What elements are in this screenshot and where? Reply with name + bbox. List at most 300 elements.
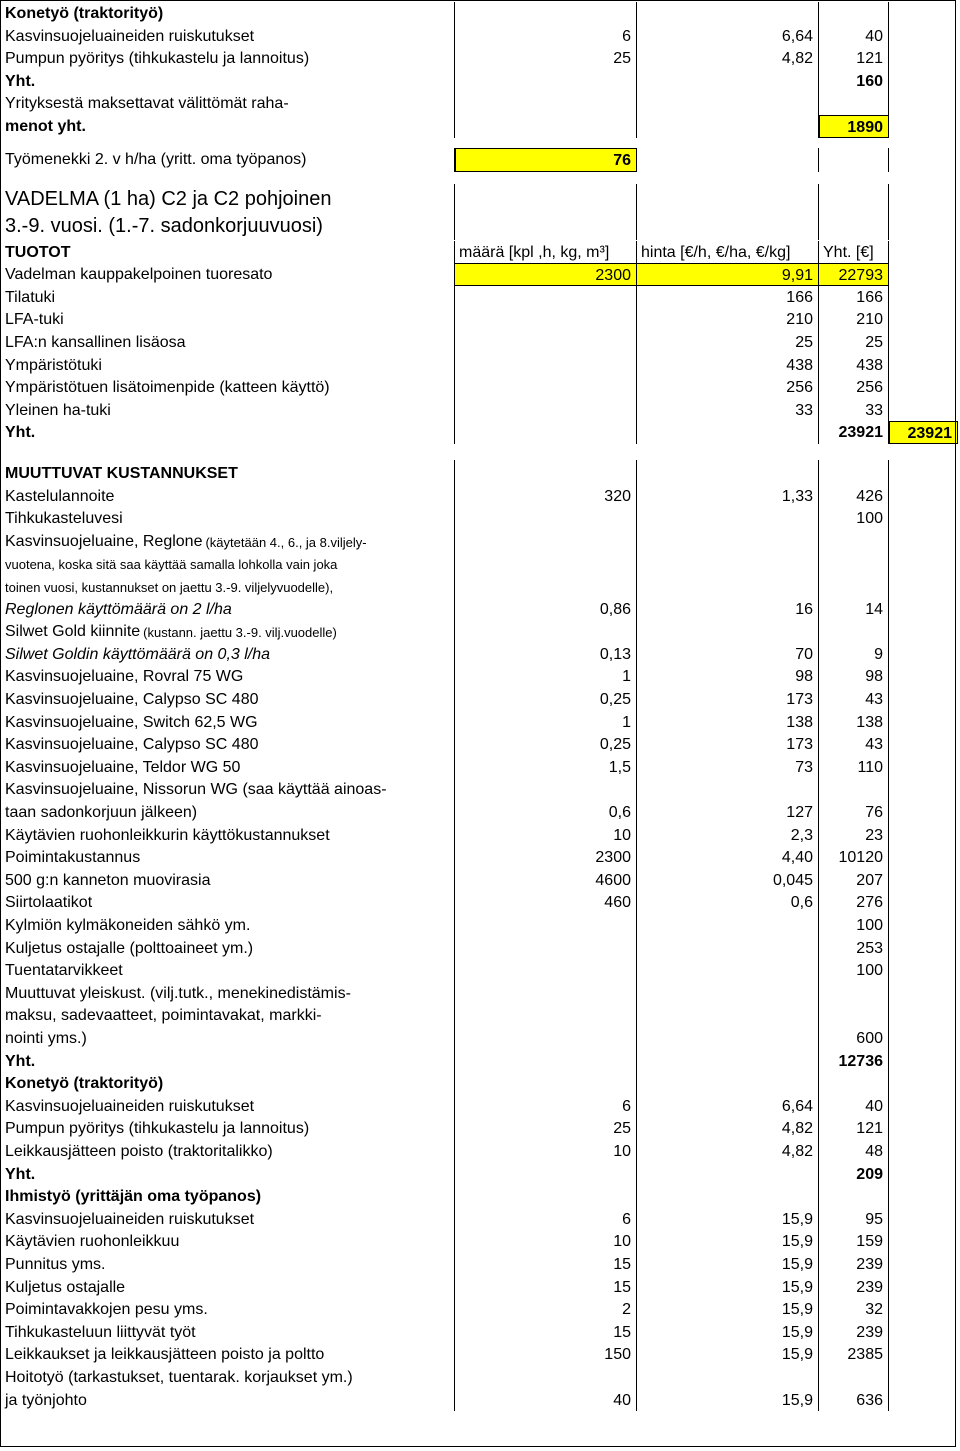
quantity-value: 6 <box>622 1210 631 1228</box>
cell-col-3 <box>819 869 889 892</box>
cell-col-3 <box>819 846 889 869</box>
row-label: menot yht. <box>5 118 86 135</box>
cost-row <box>2 1343 958 1366</box>
price-value: 73 <box>795 758 813 776</box>
quantity-value: 2300 <box>595 849 631 867</box>
cell-col-0 <box>2 485 455 508</box>
cell-col-3 <box>819 620 889 643</box>
cell-col-4 <box>889 376 958 399</box>
cell-col-1 <box>455 115 637 138</box>
total-value: 32 <box>865 1301 883 1319</box>
cell-col-2 <box>637 421 819 444</box>
cell-col-1 <box>455 756 637 779</box>
cell-col-4 <box>889 1072 958 1095</box>
cell-col-0 <box>2 1117 455 1140</box>
cell-col-3 <box>819 665 889 688</box>
cell-col-2 <box>637 778 819 801</box>
cell-col-1 <box>455 824 637 847</box>
cell-col-2 <box>637 1366 819 1389</box>
cell-col-3 <box>819 507 889 530</box>
cost-row <box>2 688 958 711</box>
cell-col-0 <box>2 421 455 444</box>
cell-col-4 <box>889 460 958 485</box>
cell-col-0 <box>2 115 455 138</box>
price-value: 1,33 <box>781 487 813 505</box>
income-row <box>2 399 958 422</box>
cost-row <box>2 507 958 530</box>
cell-col-4 <box>889 263 958 286</box>
cell-col-3 <box>819 214 889 240</box>
cell-col-0 <box>2 241 455 264</box>
cell-col-3 <box>819 598 889 621</box>
price-value: 4,82 <box>781 1120 813 1138</box>
cell-col-0 <box>2 1072 455 1095</box>
top-row <box>2 148 958 172</box>
cell-col-3 <box>819 959 889 982</box>
row-label: Yht. <box>5 72 36 90</box>
row-label: Tilatuki <box>5 288 56 306</box>
cell-col-3 <box>819 47 889 70</box>
cell-col-4 <box>889 914 958 937</box>
price-value: 15,9 <box>781 1346 813 1364</box>
cost-row <box>2 1185 958 1208</box>
cell-col-4 <box>889 399 958 422</box>
cell-col-1 <box>455 778 637 801</box>
row-label: 500 g:n kanneton muovirasia <box>5 871 211 889</box>
cell-col-2 <box>637 891 819 914</box>
cost-row <box>2 1117 958 1140</box>
cell-col-0 <box>2 1276 455 1299</box>
cell-col-3 <box>819 1298 889 1321</box>
cell-col-0 <box>2 47 455 70</box>
row-note: (kustann. jaettu 3.-9. vilj.vuodelle) <box>143 625 337 641</box>
title-row-2 <box>2 214 958 240</box>
cell-col-2 <box>637 47 819 70</box>
cell-col-3 <box>819 688 889 711</box>
price-value: 2,3 <box>790 826 813 844</box>
cell-col-0 <box>2 2 455 25</box>
quantity-value: 76 <box>613 151 631 169</box>
row-label: maksu, sadevaatteet, poimintavakat, markki- <box>5 1007 322 1025</box>
row-label: Ihmistyö (yrittäjän oma työpanos) <box>5 1188 262 1206</box>
total-value: 166 <box>856 288 883 306</box>
cell-col-4 <box>889 1343 958 1366</box>
top-row <box>2 92 958 115</box>
cell-col-1 <box>455 1072 637 1095</box>
cell-col-3 <box>819 824 889 847</box>
cost-row <box>2 1072 958 1095</box>
cell-col-2 <box>637 620 819 643</box>
cell-col-1 <box>455 354 637 377</box>
total-value: 276 <box>856 894 883 912</box>
row-label: Kuljetus ostajalle <box>5 1278 126 1296</box>
cell-col-0 <box>2 846 455 869</box>
quantity-value: 10 <box>613 1143 631 1160</box>
cell-col-0 <box>2 778 455 801</box>
row-label: Reglonen käyttömäärä on 2 l/ha <box>5 600 232 618</box>
page-title: VADELMA (1 ha) C2 ja C2 pohjoinen <box>5 187 332 210</box>
cell-col-1 <box>455 914 637 937</box>
total-value: 95 <box>865 1210 883 1228</box>
cell-col-2 <box>637 937 819 960</box>
cell-col-0 <box>2 1343 455 1366</box>
cell-col-3 <box>819 184 889 214</box>
row-label: Kasvinsuojeluaine, Switch 62,5 WG <box>5 713 258 731</box>
costs-header: MUUTTUVAT KUSTANNUKSET <box>5 465 238 482</box>
cell-col-4 <box>889 115 958 138</box>
cell-col-4 <box>889 286 958 309</box>
cell-col-1 <box>455 1095 637 1118</box>
cell-col-2 <box>637 801 819 824</box>
cell-col-0 <box>2 1027 455 1050</box>
page-subtitle: 3.-9. vuosi. (1.-7. sadonkorjuuvuosi) <box>5 214 323 237</box>
cell-col-2 <box>637 1276 819 1299</box>
cell-col-3 <box>819 70 889 93</box>
cell-col-4 <box>889 485 958 508</box>
income-row <box>2 376 958 399</box>
cell-col-2 <box>637 308 819 331</box>
cell-col-2 <box>637 1298 819 1321</box>
total-value: 43 <box>865 736 883 754</box>
cell-col-1 <box>455 1253 637 1276</box>
cost-row <box>2 1004 958 1027</box>
cell-col-2 <box>637 1389 819 1412</box>
total-value: 98 <box>865 668 883 686</box>
cell-col-2 <box>637 1004 819 1027</box>
cell-col-2 <box>637 1208 819 1231</box>
cost-row <box>2 937 958 960</box>
costs-header-row <box>2 460 958 485</box>
cell-col-1 <box>455 308 637 331</box>
row-label: Kasvinsuojeluaine, Rovral 75 WG <box>5 668 244 686</box>
cost-row <box>2 1095 958 1118</box>
cell-col-3 <box>819 1095 889 1118</box>
total-value: 23921 <box>838 424 883 442</box>
row-label: Muuttuvat yleiskust. (vilj.tutk., menekinedistämis- <box>5 984 351 1002</box>
cell-col-1 <box>455 1027 637 1050</box>
total-value: 23 <box>865 826 883 844</box>
cost-row <box>2 1321 958 1344</box>
cell-col-4 <box>889 47 958 70</box>
price-value: 256 <box>786 379 813 397</box>
cell-col-1 <box>455 620 637 643</box>
cell-col-4 <box>889 25 958 48</box>
cell-col-2 <box>637 354 819 377</box>
row-label: vuotena, koska sitä saa käyttää samalla lohkolla vain joka <box>5 557 338 573</box>
cell-col-4 <box>889 1366 958 1389</box>
cell-col-4 <box>889 937 958 960</box>
cell-col-1 <box>455 1321 637 1344</box>
cell-col-3 <box>819 937 889 960</box>
cell-col-4 <box>889 801 958 824</box>
cell-col-1 <box>455 263 637 286</box>
cell-col-0 <box>2 1163 455 1186</box>
row-label: Punnitus yms. <box>5 1256 106 1273</box>
income-row <box>2 263 958 286</box>
cell-col-2 <box>637 665 819 688</box>
cost-row <box>2 1298 958 1321</box>
row-label: Pumpun pyöritys (tihkukastelu ja lannoitus) <box>5 1120 310 1138</box>
cell-col-0 <box>2 507 455 530</box>
top-row <box>2 47 958 70</box>
cell-col-4 <box>889 1095 958 1118</box>
cell-col-3 <box>819 115 889 138</box>
cell-col-2 <box>637 869 819 892</box>
cell-col-3 <box>819 778 889 801</box>
cell-col-2 <box>637 241 819 264</box>
cell-col-1 <box>455 598 637 621</box>
row-label: Kasvinsuojeluaineiden ruiskutukset <box>5 27 255 45</box>
cell-col-4 <box>889 1230 958 1253</box>
cell-col-0 <box>2 214 455 240</box>
cell-col-0 <box>2 1095 455 1118</box>
cell-col-0 <box>2 263 455 286</box>
cell-col-0 <box>2 1253 455 1276</box>
cell-col-3 <box>819 1072 889 1095</box>
cost-row <box>2 1253 958 1276</box>
cell-col-1 <box>455 1140 637 1163</box>
cell-col-1 <box>455 421 637 444</box>
row-label: Kasvinsuojeluaine, Calypso SC 480 <box>5 736 259 754</box>
top-row <box>2 25 958 48</box>
cell-col-1 <box>455 1050 637 1073</box>
cell-col-1 <box>455 575 637 598</box>
price-value: 15,9 <box>781 1233 813 1251</box>
cell-col-2 <box>637 1163 819 1186</box>
total-value: 100 <box>856 510 883 528</box>
cell-col-3 <box>819 1050 889 1073</box>
cell-col-4 <box>889 575 958 598</box>
cell-col-1 <box>455 92 637 115</box>
cell-col-3 <box>819 485 889 508</box>
cell-col-4 <box>889 1004 958 1027</box>
total-value: 159 <box>856 1233 883 1251</box>
cell-col-0 <box>2 399 455 422</box>
row-note: (käytetään 4., 6., ja 8.viljely- <box>205 534 367 550</box>
income-header-row <box>2 241 958 264</box>
cell-col-0 <box>2 982 455 1005</box>
quantity-value: 0,25 <box>599 736 631 754</box>
cell-col-1 <box>455 733 637 756</box>
cell-col-3 <box>819 2 889 25</box>
extra-total-value: 23921 <box>907 425 952 443</box>
row-label: nointi yms.) <box>5 1030 87 1047</box>
quantity-value: 2 <box>622 1301 631 1319</box>
cell-col-4 <box>889 308 958 331</box>
cell-col-0 <box>2 331 455 354</box>
cell-col-4 <box>889 421 958 444</box>
price-value: 138 <box>786 713 813 731</box>
price-value: 15,9 <box>781 1391 813 1409</box>
cell-col-4 <box>889 507 958 530</box>
cost-row <box>2 824 958 847</box>
cell-col-2 <box>637 1343 819 1366</box>
cell-col-2 <box>637 460 819 485</box>
quantity-header: määrä [kpl ,h, kg, m³] <box>459 243 610 261</box>
cell-col-4 <box>889 1140 958 1163</box>
total-value: 76 <box>865 804 883 821</box>
cell-col-3 <box>819 1185 889 1208</box>
row-label: Yleinen ha-tuki <box>5 401 111 419</box>
cell-col-2 <box>637 824 819 847</box>
cell-col-3 <box>819 148 889 172</box>
cell-col-2 <box>637 331 819 354</box>
row-label: Käytävien ruohonleikkuu <box>5 1233 180 1251</box>
cost-row <box>2 552 958 575</box>
cell-col-1 <box>455 891 637 914</box>
cost-row <box>2 711 958 734</box>
quantity-value: 1 <box>622 668 631 686</box>
price-value: 0,045 <box>772 871 813 889</box>
cell-col-1 <box>455 552 637 575</box>
row-label: Konetyö (traktorityö) <box>5 1075 164 1093</box>
cell-col-4 <box>889 711 958 734</box>
total-value: 438 <box>856 356 883 374</box>
cell-col-4 <box>889 92 958 115</box>
total-value: 40 <box>865 27 883 45</box>
cell-col-0 <box>2 1389 455 1412</box>
cell-col-2 <box>637 70 819 93</box>
row-label: Tuentatarvikkeet <box>5 962 123 980</box>
total-value: 426 <box>856 487 883 505</box>
cell-col-4 <box>889 1253 958 1276</box>
cost-row <box>2 575 958 598</box>
cost-row <box>2 846 958 869</box>
cost-row <box>2 1389 958 1412</box>
cell-col-2 <box>637 1027 819 1050</box>
quantity-value: 25 <box>613 1120 631 1138</box>
cell-col-4 <box>889 552 958 575</box>
cell-col-2 <box>637 688 819 711</box>
cell-col-1 <box>455 1185 637 1208</box>
price-header: hinta [€/h, €/ha, €/kg] <box>641 243 791 261</box>
cost-row <box>2 598 958 621</box>
total-value: 160 <box>856 72 883 90</box>
price-value: 173 <box>786 691 813 708</box>
cell-col-2 <box>637 92 819 115</box>
cost-row <box>2 665 958 688</box>
row-label: Kasvinsuojeluaine, Reglone <box>5 532 203 550</box>
income-row <box>2 286 958 309</box>
cell-col-3 <box>819 552 889 575</box>
cell-col-4 <box>889 1185 958 1208</box>
total-value: 9 <box>874 645 883 663</box>
price-value: 173 <box>786 736 813 754</box>
total-value: 1890 <box>847 119 883 136</box>
cell-col-2 <box>637 1253 819 1276</box>
cell-col-4 <box>889 214 958 240</box>
cell-col-4 <box>889 598 958 621</box>
cell-col-2 <box>637 575 819 598</box>
cell-col-3 <box>819 1140 889 1163</box>
cell-col-3 <box>819 1389 889 1412</box>
quantity-value: 6 <box>622 1097 631 1115</box>
total-value: 209 <box>856 1165 883 1183</box>
cell-col-3 <box>819 1276 889 1299</box>
cell-col-2 <box>637 148 819 172</box>
cell-col-4 <box>889 756 958 779</box>
cell-col-2 <box>637 1140 819 1163</box>
spreadsheet <box>2 2 958 1449</box>
cell-col-1 <box>455 846 637 869</box>
quantity-value: 15 <box>613 1323 631 1341</box>
cell-col-2 <box>637 552 819 575</box>
cost-row <box>2 959 958 982</box>
cell-col-3 <box>819 1208 889 1231</box>
cell-col-1 <box>455 959 637 982</box>
cell-col-3 <box>819 308 889 331</box>
total-value: 14 <box>865 600 883 618</box>
cell-col-0 <box>2 959 455 982</box>
cell-col-3 <box>819 1163 889 1186</box>
cost-row <box>2 869 958 892</box>
price-value: 4,82 <box>781 50 813 68</box>
cell-col-4 <box>889 959 958 982</box>
cost-row <box>2 1230 958 1253</box>
cell-col-0 <box>2 756 455 779</box>
quantity-value: 0,86 <box>599 600 631 618</box>
cell-col-2 <box>637 399 819 422</box>
row-label: Kuljetus ostajalle (polttoaineet ym.) <box>5 939 254 957</box>
cell-col-0 <box>2 25 455 48</box>
quantity-value: 0,6 <box>608 804 631 821</box>
cell-col-4 <box>889 778 958 801</box>
row-label: ja työnjohto <box>5 1391 87 1409</box>
income-row <box>2 308 958 331</box>
cell-col-0 <box>2 1366 455 1389</box>
quantity-value: 4600 <box>595 871 631 889</box>
cell-col-1 <box>455 937 637 960</box>
row-label: Vadelman kauppakelpoinen tuoresato <box>5 266 273 284</box>
price-value: 4,82 <box>781 1143 813 1160</box>
cost-row <box>2 756 958 779</box>
cell-col-1 <box>455 1230 637 1253</box>
price-value: 127 <box>786 804 813 821</box>
total-value: 12736 <box>838 1052 883 1070</box>
quantity-value: 40 <box>613 1391 631 1409</box>
total-value: 25 <box>865 334 883 351</box>
cost-row <box>2 914 958 937</box>
cell-col-1 <box>455 214 637 240</box>
cell-col-3 <box>819 1004 889 1027</box>
cell-col-3 <box>819 914 889 937</box>
cost-row <box>2 1208 958 1231</box>
cell-col-0 <box>2 891 455 914</box>
cell-col-3 <box>819 263 889 286</box>
cell-col-1 <box>455 184 637 214</box>
cell-col-0 <box>2 643 455 666</box>
price-value: 15,9 <box>781 1278 813 1296</box>
total-value: 600 <box>856 1030 883 1047</box>
cell-col-2 <box>637 959 819 982</box>
cell-col-2 <box>637 982 819 1005</box>
cell-col-4 <box>889 846 958 869</box>
cell-col-0 <box>2 460 455 485</box>
row-label: Siirtolaatikot <box>5 894 93 912</box>
cell-col-4 <box>889 688 958 711</box>
total-value: 138 <box>856 713 883 731</box>
price-value: 9,91 <box>781 267 813 285</box>
cell-col-0 <box>2 1298 455 1321</box>
cell-col-1 <box>455 507 637 530</box>
cell-col-1 <box>455 711 637 734</box>
row-label: Kasvinsuojeluaine, Teldor WG 50 <box>5 758 241 776</box>
cell-col-4 <box>889 1050 958 1073</box>
cost-row <box>2 801 958 824</box>
cell-col-0 <box>2 688 455 711</box>
cell-col-0 <box>2 1140 455 1163</box>
cell-col-4 <box>889 824 958 847</box>
